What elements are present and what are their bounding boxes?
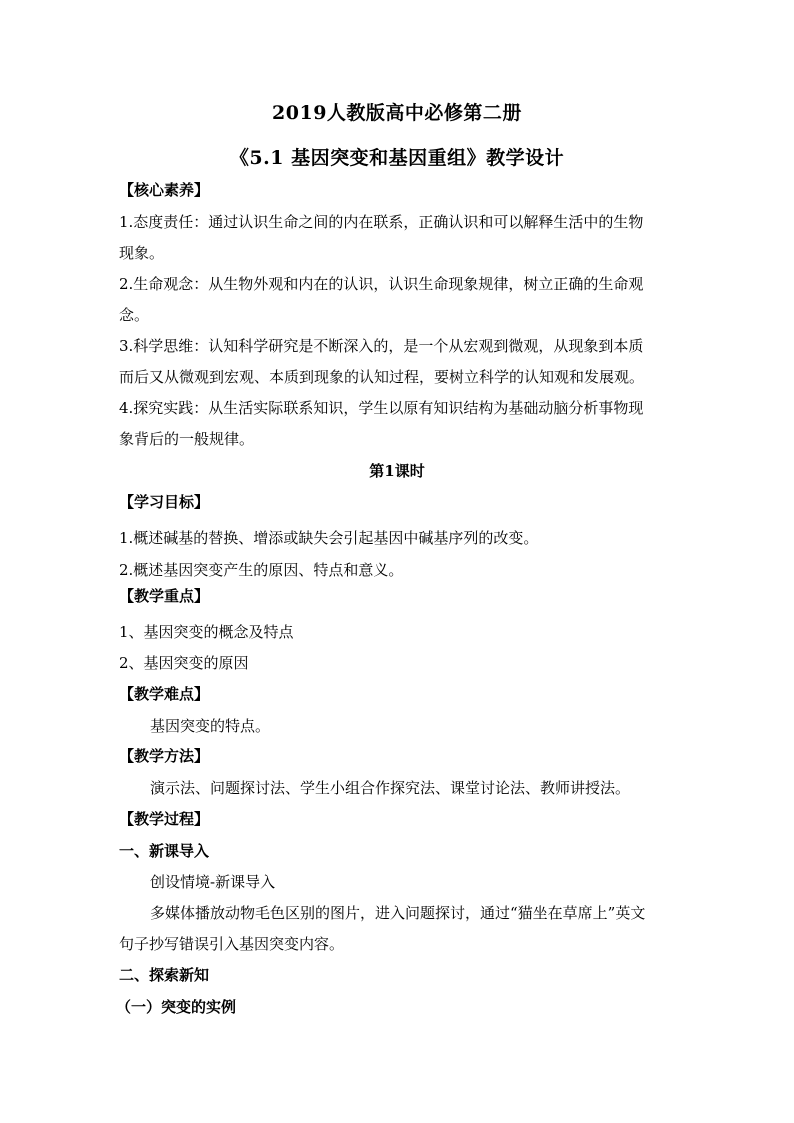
methods-text: 演示法、问题探讨法、学生小组合作探究法、课堂讨论法、教师讲授法。 <box>150 779 631 797</box>
learning-goal-item2: 2.概述基因突变产生的原因、特点和意义。 <box>119 561 404 579</box>
section1-paragraph-line2: 句子抄写错误引入基因突变内容。 <box>119 935 345 953</box>
section2-subheading: （一）突变的实例 <box>116 998 237 1016</box>
key-points-heading: 【教学重点】 <box>119 587 210 605</box>
section1-subheading: 创设情境-新课导入 <box>150 873 276 891</box>
difficulties-text: 基因突变的特点。 <box>150 717 271 735</box>
core-literacy-item2-line2: 念。 <box>119 306 150 324</box>
document-title-line1: 2019人教版高中必修第二册 <box>272 102 522 124</box>
lesson-label: 第1课时 <box>369 462 425 480</box>
difficulties-heading: 【教学难点】 <box>119 685 210 703</box>
core-literacy-item3-line2: 而后又从微观到宏观、本质到现象的认知过程，要树立科学的认知观和发展观。 <box>119 368 645 386</box>
core-literacy-item3-line1: 3.科学思维：认知科学研究是不断深入的，是一个从宏观到微观，从现象到本质 <box>119 337 644 355</box>
core-literacy-item2-line1: 2.生命观念：从生物外观和内在的认识，认识生命现象规律，树立正确的生命观 <box>119 275 644 293</box>
document-title-line2: 《5.1 基因突变和基因重组》教学设计 <box>229 147 565 169</box>
core-literacy-item4-line2: 象背后的一般规律。 <box>119 430 255 448</box>
core-literacy-heading: 【核心素养】 <box>119 181 210 199</box>
key-point-item2: 2、基因突变的原因 <box>119 654 249 672</box>
core-literacy-item1-line1: 1.态度责任：通过认识生命之间的内在联系，正确认识和可以解释生活中的生物 <box>119 213 644 231</box>
core-literacy-item1-line2: 现象。 <box>119 244 165 262</box>
learning-goal-item1: 1.概述碱基的替换、增添或缺失会引起基因中碱基序列的改变。 <box>119 529 539 547</box>
section1-paragraph-line1: 多媒体播放动物毛色区别的图片，进入问题探讨，通过“猫坐在草席上”英文 <box>150 904 646 922</box>
key-point-item1: 1、基因突变的概念及特点 <box>119 623 294 641</box>
process-heading: 【教学过程】 <box>119 810 210 828</box>
learning-goals-heading: 【学习目标】 <box>119 493 210 511</box>
section2-heading: 二、探索新知 <box>119 966 210 984</box>
methods-heading: 【教学方法】 <box>119 747 210 765</box>
section1-heading: 一、新课导入 <box>119 842 210 860</box>
core-literacy-item4-line1: 4.探究实践：从生活实际联系知识，学生以原有知识结构为基础动脑分析事物现 <box>119 399 644 417</box>
